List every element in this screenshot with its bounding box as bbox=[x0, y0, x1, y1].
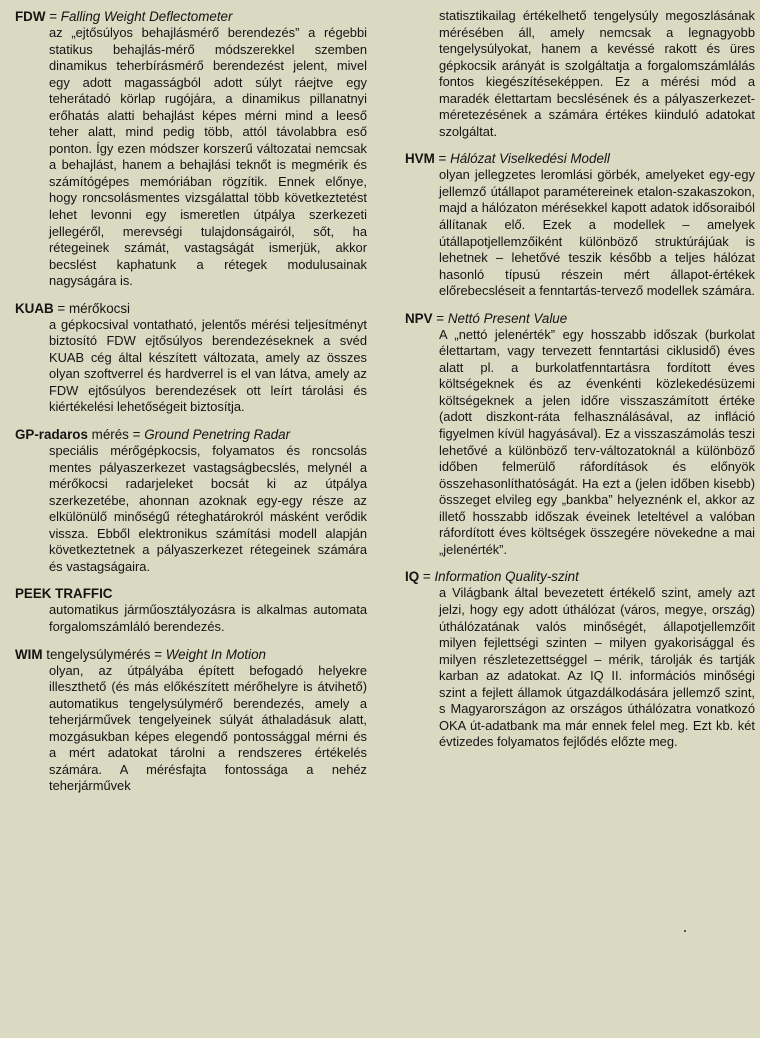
term: IQ bbox=[405, 569, 420, 585]
equals-sign: = bbox=[422, 569, 431, 585]
entry-body: a Világbank által bevezetett értékelő szint, amely azt jelzi, hogy egy adott úthálózat (város, megye, ország) úthálózatának valós minőségét, állapotjellemzőit milyen fejlettségi szinten – milyen gyakorisággal és milyen részletezettséggel – mérik, tárolják és tartják karban az adatokat. Az IQ II. információs minőségi szint a fejlett államok útgazdálkodására jellemző szint, s Magyarországon az országos úthálózatra vonatkozó OKA út-adatbank ma már ennek felel meg. Ezt kb. két évtizedes folyamatos fejlődés előzte meg. bbox=[439, 585, 755, 750]
term: KUAB bbox=[15, 300, 54, 316]
equals-sign: = bbox=[57, 300, 66, 316]
term-definition: Ground Penetring Radar bbox=[144, 427, 291, 443]
equals-sign: = bbox=[49, 9, 58, 24]
term: WIM bbox=[15, 646, 43, 662]
entry-peek-traffic bbox=[15, 585, 367, 635]
equals-sign: = bbox=[436, 310, 445, 326]
term-definition: Information Quality-szint bbox=[434, 569, 579, 585]
entry-body: olyan jellegzetes leromlási görbék, amelyeket egy-egy jellemző útállapot paramétereinek etalon-szakaszokon, majd a hálózaton mérésekkel kapott adatok idősoraiból állítanak elő. Ezek a modellek – amelyek útállapotjellemzőiként különböző struktúrájúak is lehetnek – lehetővé teszik később a teljes hálózat hasonló típusú részein mért állapot-értékek előrebecsléseit a fenntartás-tervező modellek számára. bbox=[439, 167, 755, 299]
term: FDW bbox=[15, 9, 46, 24]
stray-mark bbox=[684, 930, 686, 932]
term-definition: mérőkocsi bbox=[68, 300, 131, 316]
term-definition: Falling Weight Deflectometer bbox=[60, 9, 233, 24]
equals-sign: = bbox=[154, 646, 163, 662]
entry-npv bbox=[405, 310, 755, 559]
equals-sign: = bbox=[438, 151, 447, 167]
left-column bbox=[15, 8, 367, 805]
equals-sign: = bbox=[132, 427, 141, 443]
entry-body: olyan, az útpályába épített befogadó helyekre illeszthető (és más előkészített mérőhelyre is átvihető) automatikus tengelysúlymérő berendezés, amely a teherjárművek tengelyeinek súlyát áthaladásuk alatt, mozgásukban képes elegendő pontossággal mérni és a mért adatokat tárolni a rendszeres értékelés számára. A mérésfajta fontossága a nehéz teherjárművek bbox=[49, 662, 367, 794]
term: PEEK TRAFFIC bbox=[15, 586, 113, 602]
entry-gp-radar bbox=[15, 426, 367, 575]
entry-body: az „ejtősúlyos behajlásmérő berendezés” a régebbi statikus behajlás-mérő módszerekkel szemben dinamikus teherbírásmérő berendezést jelent, mivel egy adott magasságból adott súlyt ráejtve egy teherátadó körlap rugójára, a dinamikus pillanatnyi erőhatás alatti behajlást képes mérni mind a leeső teher alatt, mind pedig több, attól távolabbra eső ponton. Így ezen módszer korszerű változatai nemcsak a behajlást, hanem a behajlási teknőt is megmérik és számítógépes memóriában rögzítik. Ennek előnye, hogy roncsolásmentes vizsgálattal több következtetést lehet levonni egy ismeretlen útpálya szerkezeti jellegéről, merevségi tulajdonságairól, sőt, ha rétegeinek számát, vastagságát ismerjük, akkor becslést kaphatunk a rétegek modulusainak nagyságára is. bbox=[49, 25, 367, 289]
entry-iq bbox=[405, 568, 755, 750]
entry-wim bbox=[15, 646, 367, 795]
term-definition: Nettó Present Value bbox=[447, 310, 568, 326]
entry-body: statisztikailag értékelhető tengelysúly megoszlásának mérésében áll, amely nemcsak a legnagyobb tengelysúlyokat, hanem a kevéssé rakott és üres gépkocsik arányát is szolgáltatja a forgalomszámlálás fontos kiegészítéseképpen. Ez a mérési mód a maradék élettartam becslésének és a pályaszerkezet-méretezésének a számára értékes kiinduló adatokat szolgáltat. bbox=[439, 8, 755, 139]
entry-body: A „nettó jelenérték” egy hosszabb időszak (burkolat élettartam, vagy tervezett fenntartási ciklusidő) éves alatt pl. a burkolatfenntartásra fordított éves költségeknek és az évenkénti közlekedésüzemi költségeknek a jelen időre visszaszámított értéke (adott diszkont-ráta felhasználásával, az infláció figyelmen kívül hagyásával). Ez a visszaszámolás teszi lehetővé a különböző terv-változatoknál a különböző időben felmerülő ráfordítások és előnyök összehasonlíthatóságát. Ha ezt a (jelen időben kisebb) összeget elvileg egy „bankba” helyeznénk el, akkor az illető hosszabb időszak éveinek leteltével a valóban ráfordított éves költségek összegére növekedne a mai „jelenérték”. bbox=[439, 326, 755, 557]
entry-hvm bbox=[405, 150, 755, 299]
entry-body: speciális mérőgépkocsis, folyamatos és roncsolás mentes pályaszerkezet vastagságbecslés, melynél a mérőkocsi radarjeleket bocsát ki az útpálya szerkezetébe, ahonnan azoknak egy-egy része az elkülönülő minőségű réteghatárokról másként verődik vissza. Ebből elektronikus számítási modell alapján következtetnek a pályaszerkezet rétegeinek számára és vastagságaira. bbox=[49, 443, 367, 574]
term-suffix: tengelysúlymérés bbox=[46, 646, 151, 662]
right-column bbox=[405, 8, 755, 761]
entry-kuab bbox=[15, 300, 367, 416]
term-suffix: mérés bbox=[91, 427, 129, 443]
entry-fdw bbox=[15, 8, 367, 290]
term: GP-radaros bbox=[15, 427, 88, 443]
term: NPV bbox=[405, 310, 433, 326]
term-definition: Weight In Motion bbox=[165, 646, 266, 662]
term-definition: Hálózat Viselkedési Modell bbox=[450, 151, 610, 167]
term: HVM bbox=[405, 151, 435, 167]
entry-body: automatikus járműosztályozásra is alkalmas automata forgalomszámláló berendezés. bbox=[49, 602, 367, 634]
entry-body: a gépkocsival vontatható, jelentős mérési teljesítményt biztosító FDW ejtősúlyos berendezéseknek a svéd KUAB cég által készített változata, amely az összes olyan szoftverrel és hardverrel is el van látva, amely az FDW ejtősúlyos berendezések ott leírt tárolási és kiértékelési lehetőségeit biztosítja. bbox=[49, 316, 367, 415]
entry-wim-continuation bbox=[405, 8, 755, 140]
